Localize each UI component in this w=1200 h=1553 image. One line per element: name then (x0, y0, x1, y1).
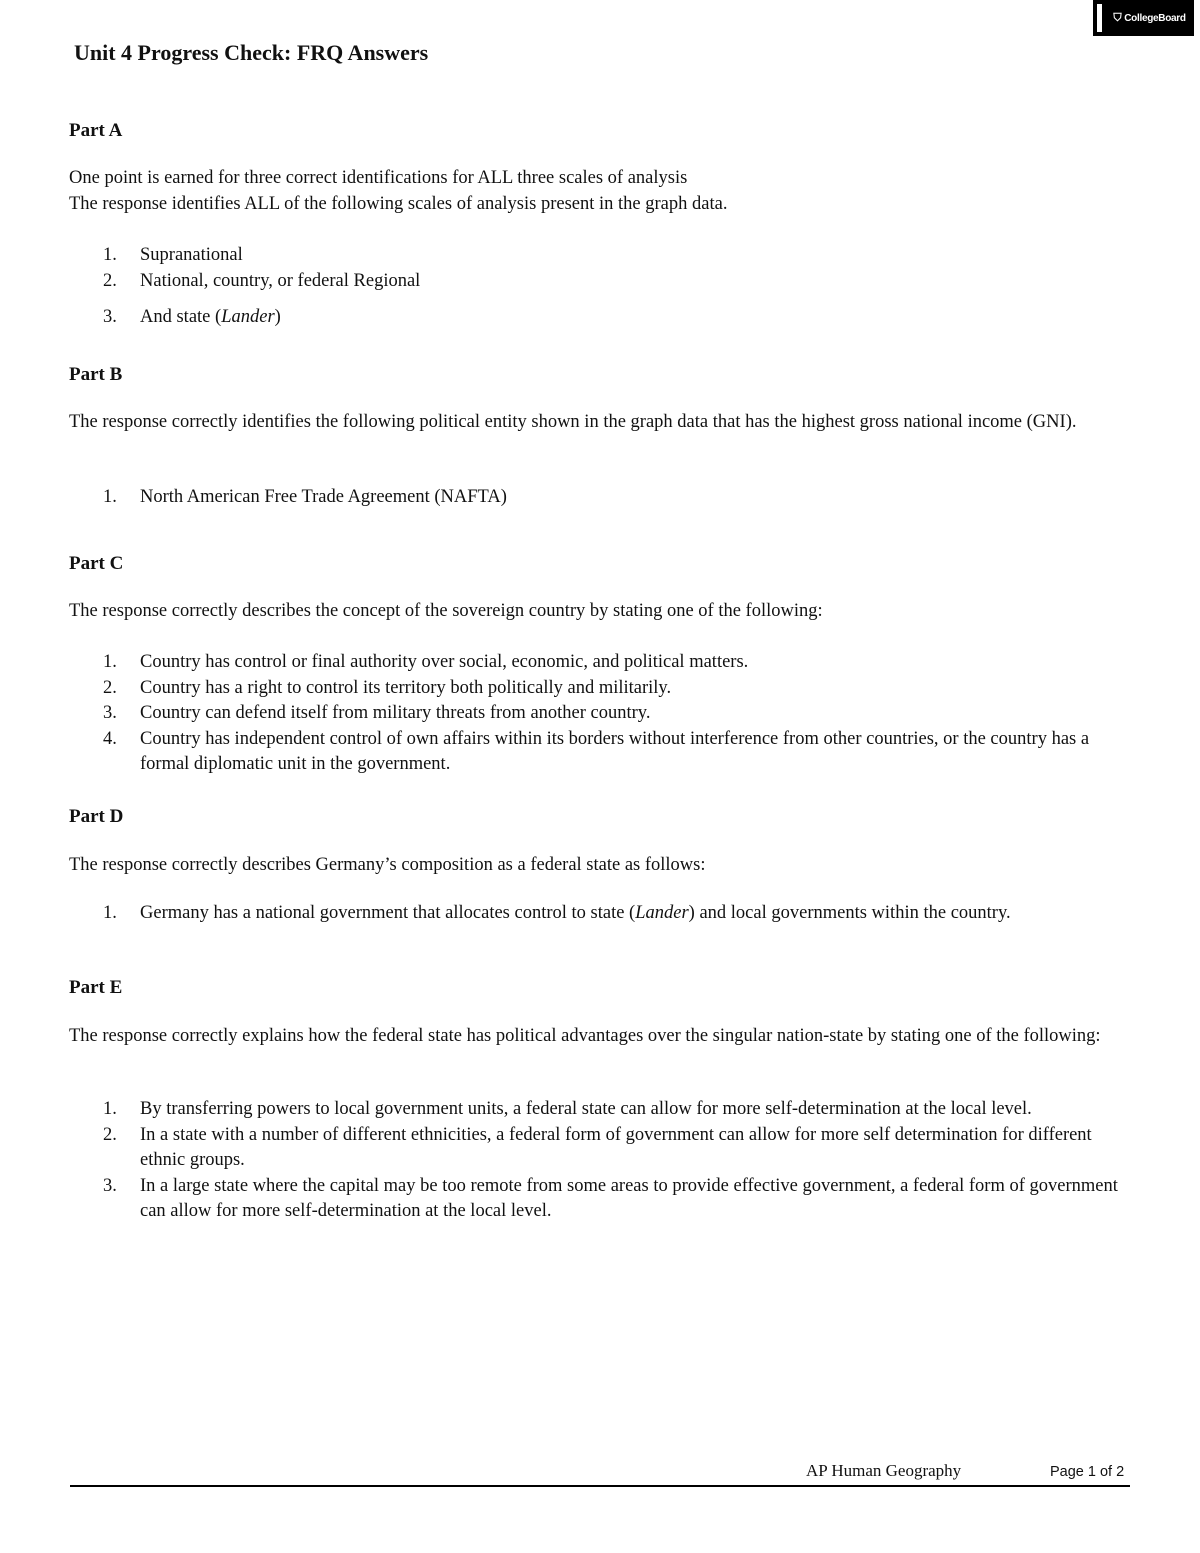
part-e-list (69, 1097, 1129, 1225)
footer-course: AP Human Geography (806, 1461, 962, 1480)
list-item: 2. National, country, or federal Regional (103, 270, 421, 291)
footer-divider (70, 1485, 1130, 1487)
list-item: 3. Country can defend itself from military threats from another country. (103, 703, 651, 723)
part-c-list (69, 650, 1129, 778)
italic-term: Lander (635, 903, 689, 923)
part-e-heading: Part E (69, 977, 123, 998)
list-item: 1. By transferring powers to local government units, a federal state can allow for more self-determination at the local level. (103, 1099, 1032, 1119)
part-a-list (69, 243, 1129, 331)
list-item: 1. Country has control or final authority over social, economic, and political matters. (103, 652, 749, 672)
part-e-paragraph: The response correctly explains how the federal state has political advantages over the singular nation-state by stating one of the following: (69, 1026, 1101, 1046)
part-b-list (69, 485, 1129, 511)
part-d-paragraph: The response correctly describes Germany’s composition as a federal state as follows: (69, 855, 706, 875)
list-item: 1. Supranational (103, 245, 243, 265)
shield-icon: ⛉ (1113, 11, 1122, 24)
college-board-logo (1093, 0, 1194, 36)
part-d-heading: Part D (69, 806, 124, 827)
part-c-paragraph: The response correctly describes the concept of the sovereign country by stating one of the following: (69, 601, 823, 621)
list-item: 3. In a large state where the capital may be too remote from some areas to provide effective government, a federal form of government can allow for more self-determination at the local level. (103, 1175, 1118, 1221)
list-item: 1. North American Free Trade Agreement (NAFTA) (103, 487, 507, 507)
list-item: 2. In a state with a number of different ethnicities, a federal form of government can allow for more self determination for different ethnic groups. (103, 1124, 1092, 1170)
logo-text: CollegeBoard (1124, 12, 1186, 24)
part-a-paragraph-2: The response identifies ALL of the following scales of analysis present in the graph data. (69, 194, 728, 214)
part-b-paragraph: The response correctly identifies the following political entity shown in the graph data that has the highest gross national income (GNI). (69, 412, 1077, 432)
page-number: Page 1 of 2 (1050, 1464, 1125, 1480)
list-item: 1. Germany has a national government that allocates control to state (Lander) and local governments within the country. (103, 903, 1011, 923)
page-title: Unit 4 Progress Check: FRQ Answers (74, 40, 429, 65)
part-b-heading: Part B (69, 364, 123, 385)
part-c-heading: Part C (69, 553, 124, 574)
part-d-list (69, 901, 1129, 927)
list-item: 4. Country has independent control of own affairs within its borders without interference from other countries, or the country has a formal diplomatic unit in the government. (103, 728, 1090, 774)
list-item: 2. Country has a right to control its territory both politically and militarily. (103, 677, 672, 698)
part-a-paragraph-1: One point is earned for three correct identifications for ALL three scales of analysis (69, 168, 688, 188)
logo-bar (1097, 4, 1102, 32)
italic-term: Lander (221, 307, 275, 327)
part-a-heading: Part A (69, 120, 123, 141)
list-item: 3. And state (Lander) (103, 307, 281, 327)
